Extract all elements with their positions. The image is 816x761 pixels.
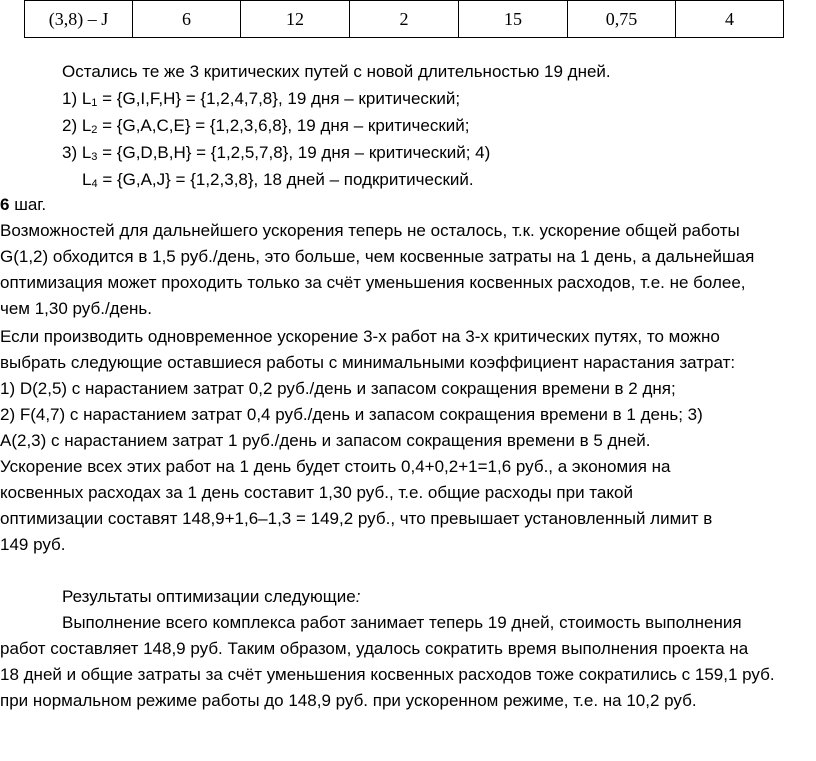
paragraph-line: 2) F(4,7) с нарастанием затрат 0,4 руб./день и запасом сокращения времени в 1 день; 3) xyxy=(0,405,703,424)
table-cell: 15 xyxy=(459,1,568,38)
paragraph-line: 149 руб. xyxy=(0,535,66,554)
table-cell: 2 xyxy=(350,1,459,38)
data-table xyxy=(24,0,784,38)
paragraph-line: чем 1,30 руб./день. xyxy=(0,299,153,318)
step-heading: 6 шаг. xyxy=(0,195,47,214)
table-cell: (3,8) – J xyxy=(25,1,133,38)
paragraph-line: выбрать следующие оставшиеся работы с минимальными коэффициент нарастания затрат: xyxy=(0,353,736,372)
table-cell: 6 xyxy=(133,1,241,38)
path-item: 3) L3 = {G,D,B,H} = {1,2,5,7,8}, 19 дня – критический; 4) xyxy=(62,143,491,163)
paragraph-line: 1) D(2,5) с нарастанием затрат 0,2 руб./день и запасом сокращения времени в 2 дня; xyxy=(0,379,676,398)
results-line: 18 дней и общие затраты за счёт уменьшения косвенных расходов тоже сократились с 159,1 руб. xyxy=(0,665,775,684)
paragraph-line: оптимизации составят 148,9+1,6–1,3 = 149,2 руб., что превышает установленный лимит в xyxy=(0,509,713,528)
paths-intro: Остались те же 3 критических путей с новой длительностью 19 дней. xyxy=(62,62,611,81)
path-item: L4 = {G,A,J} = {1,2,3,8}, 18 дней – подкритический. xyxy=(82,170,474,190)
paragraph-line: косвенных расходах за 1 день составит 1,30 руб., т.е. общие расходы при такой xyxy=(0,483,633,502)
paragraph-line: A(2,3) с нарастанием затрат 1 руб./день и запасом сокращения времени в 5 дней. xyxy=(0,431,651,450)
paragraph-line: G(1,2) обходится в 1,5 руб./день, это больше, чем косвенные затраты на 1 день, а дальнейшая xyxy=(0,247,755,266)
results-line: работ составляет 148,9 руб. Таким образом, удалось сократить время выполнения проекта на xyxy=(0,639,749,658)
paragraph-line: оптимизация может проходить только за счёт уменьшения косвенных расходов, т.е. не более, xyxy=(0,273,746,292)
paragraph-line: Возможностей для дальнейшего ускорения теперь не осталось, т.к. ускорение общей работы xyxy=(0,221,740,240)
paragraph-line: Ускорение всех этих работ на 1 день будет стоить 0,4+0,2+1=1,6 руб., а экономия на xyxy=(0,457,671,476)
results-line: при нормальном режиме работы до 148,9 руб. при ускоренном режиме, т.е. на 10,2 руб. xyxy=(0,691,697,710)
table-cell: 0,75 xyxy=(568,1,676,38)
paragraph-line: Если производить одновременное ускорение 3-х работ на 3-х критических путях, то можно xyxy=(0,327,720,346)
table-cell: 12 xyxy=(241,1,350,38)
table-row xyxy=(25,1,784,38)
path-item: 2) L2 = {G,A,C,E} = {1,2,3,6,8}, 19 дня – критический; xyxy=(62,116,470,136)
results-line: Выполнение всего комплекса работ занимает теперь 19 дней, стоимость выполнения xyxy=(62,613,742,632)
results-heading: Результаты оптимизации следующие: xyxy=(62,587,361,606)
path-item: 1) L1 = {G,I,F,H} = {1,2,4,7,8}, 19 дня – критический; xyxy=(62,89,461,109)
table-cell: 4 xyxy=(676,1,784,38)
